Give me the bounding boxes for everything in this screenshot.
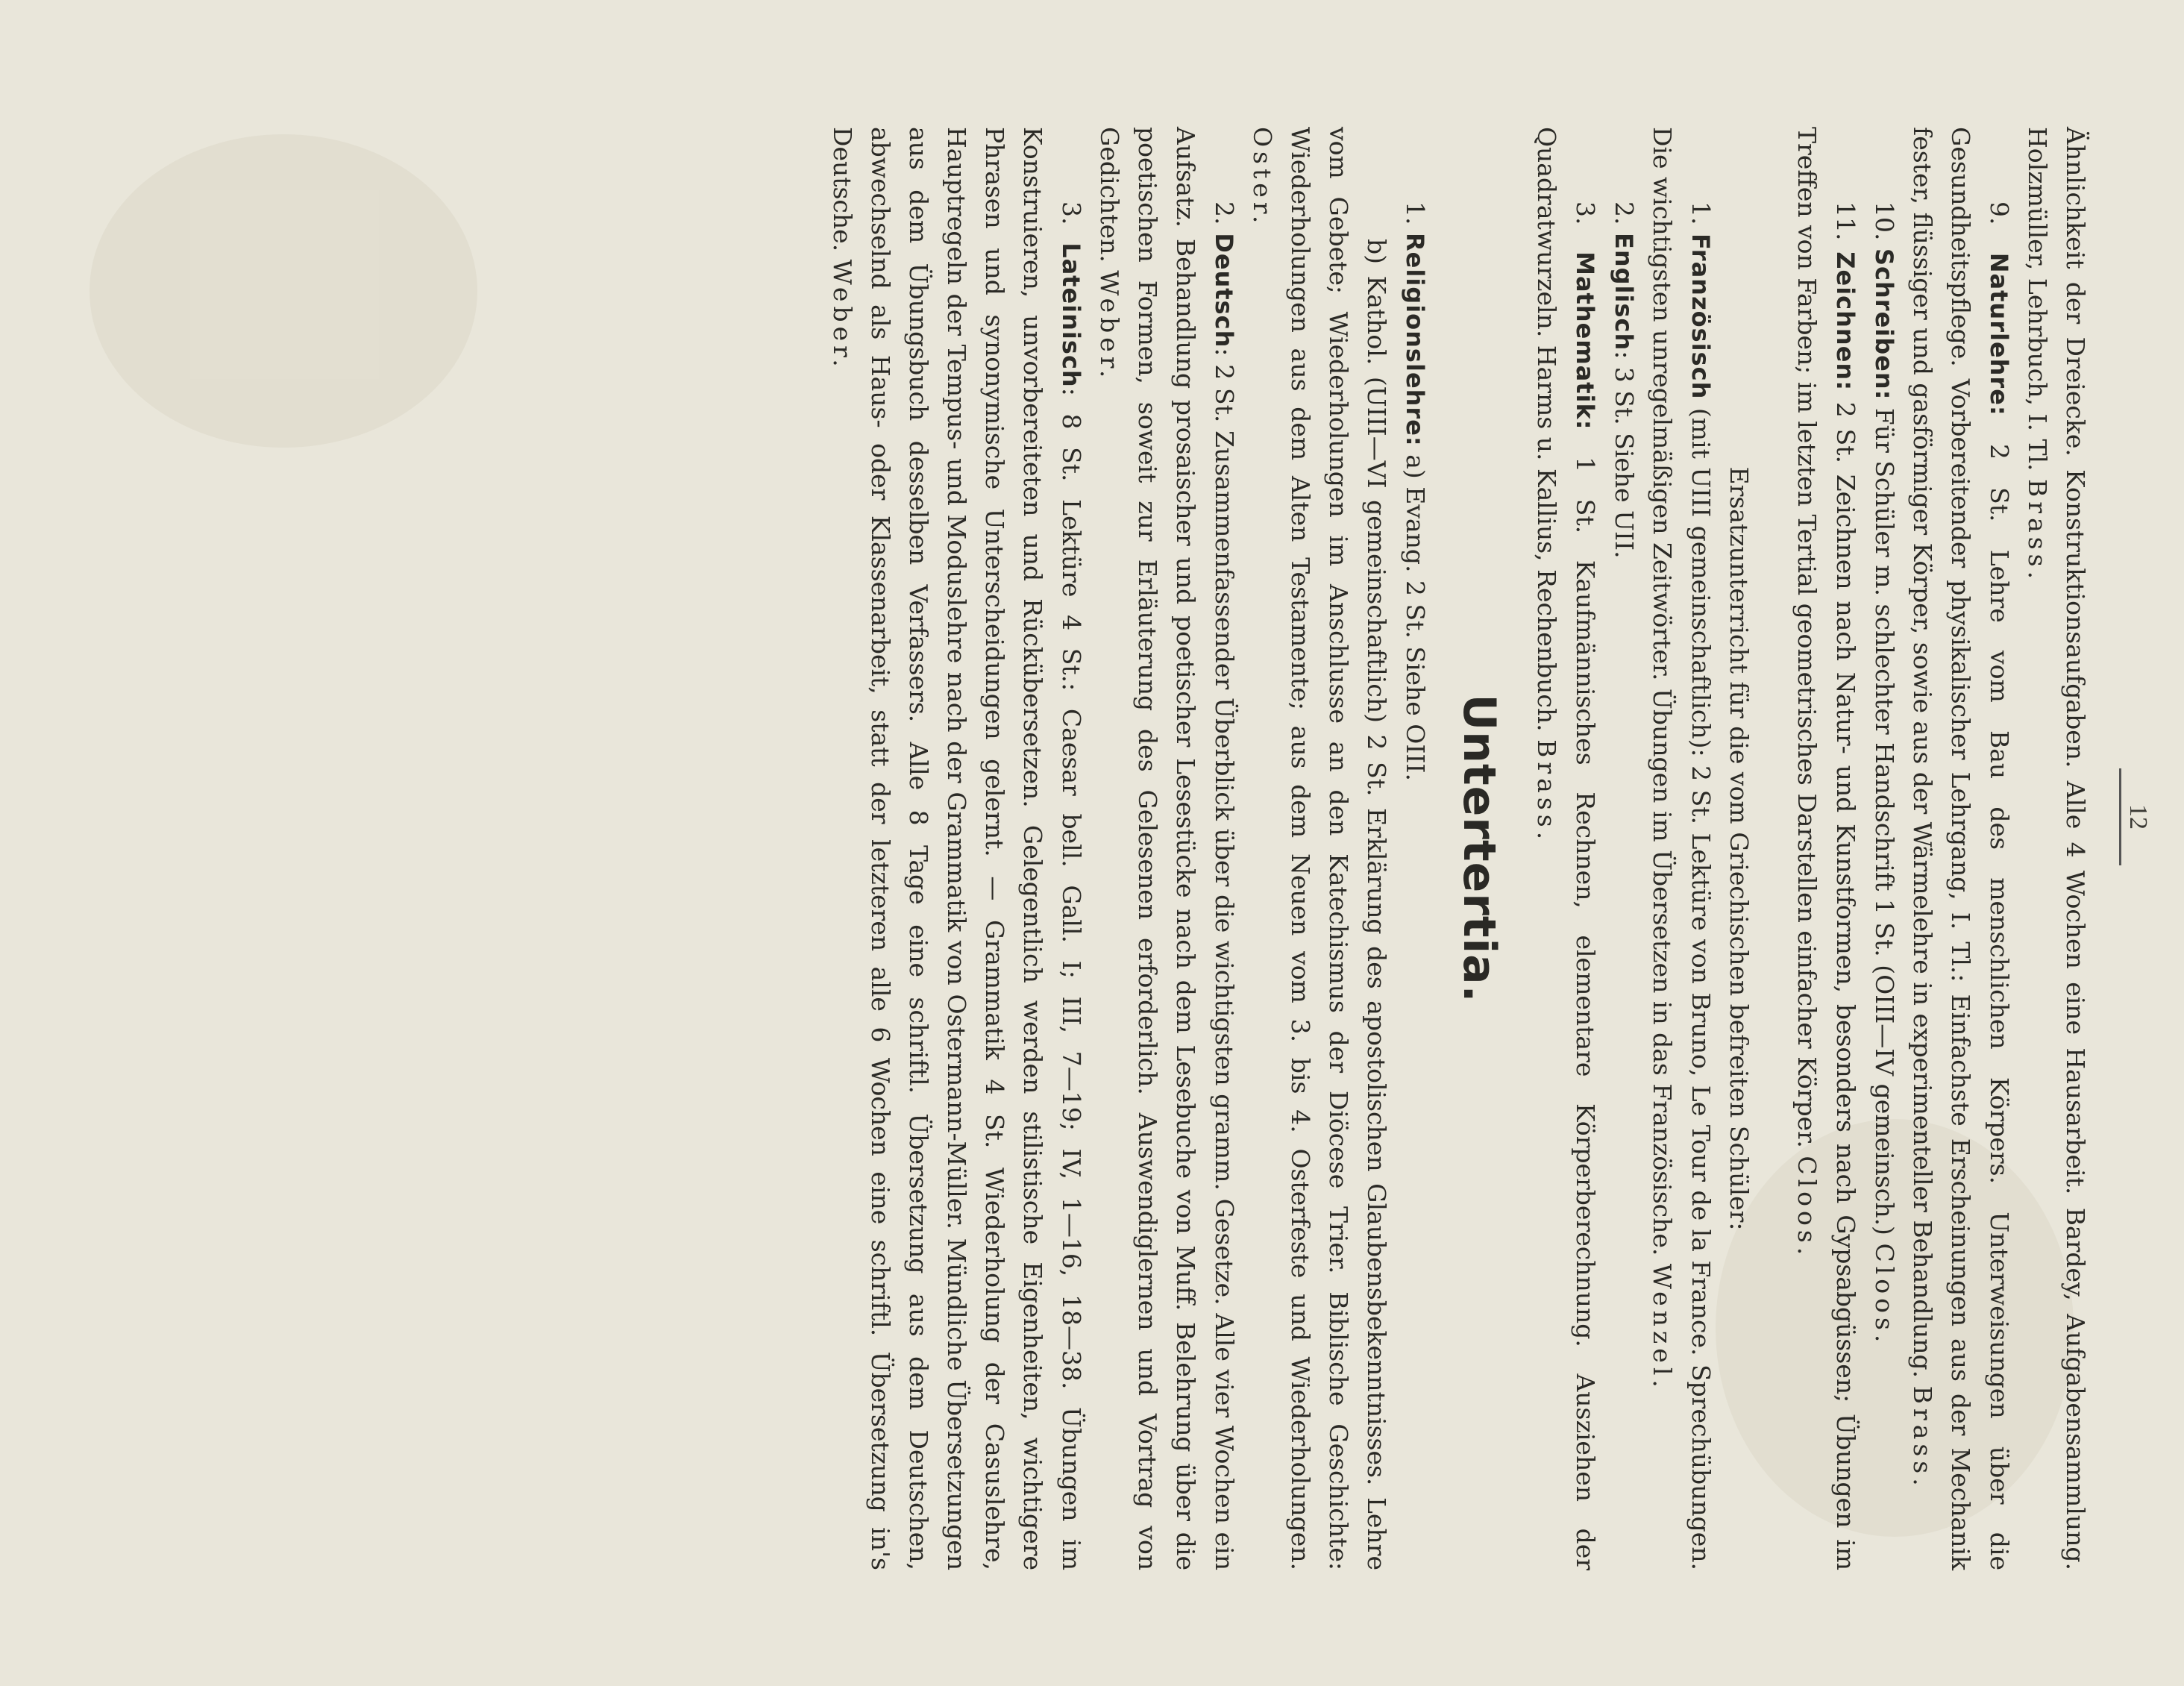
item-heading: Zeichnen:	[1831, 251, 1860, 391]
item-heading: Mathematik:	[1571, 251, 1599, 430]
intro-teacher: Brass.	[2023, 479, 2052, 584]
intro-paragraph	[2018, 127, 2094, 1570]
teacher-name: Weber.	[1095, 270, 1124, 383]
item-heading: Lateinisch	[1057, 242, 1085, 388]
item-text: 2 St. Zeichnen nach Natur- und Kunstformen, besonders nach Gypsabgüssen; Übungen im Treffen von Farben; im letzten Tertial geometrisches Darstellen einfacher Körper.	[1792, 127, 1860, 1571]
item-text: 1 St. Kaufmännisches Rechnen, elementare Körperberechnung. Ausziehen der Quadratwurzeln. Harms u. Kallius, Rechenbuch.	[1532, 127, 1600, 1570]
naturlehre-paragraph	[1904, 127, 2018, 1570]
deutsch-paragraph	[1091, 127, 1243, 1570]
page-number: 12	[2119, 768, 2154, 865]
item-number: 1.	[1401, 201, 1430, 225]
schreiben-paragraph	[1865, 127, 1904, 1570]
englisch-paragraph	[1604, 127, 1643, 1570]
item-number: 10.	[1870, 201, 1899, 241]
item-number: 2.	[1210, 201, 1239, 225]
zeichnen-paragraph	[1788, 127, 1865, 1570]
teacher-name: Oster.	[1248, 127, 1277, 228]
item-heading: Schreiben:	[1870, 248, 1898, 401]
section-title: Untertertia.	[1453, 694, 1505, 1003]
item-text: : 3 St. Siehe UII.	[1610, 351, 1639, 559]
item-heading: Deutsch	[1210, 233, 1238, 348]
item-number: 2.	[1610, 201, 1639, 225]
item-text: : 8 St. Lektüre 4 St.: Caesar bell. Gall. I; III, 7—19; IV, 1—16, 18—38. Übungen im Konstruieren, unvorbereiteten und Rückübersetzen. Gelegentlich werden stilistische Eigenheiten, wichtigere Phrasen und synonymische Unterscheidungen gelernt. — Grammatik 4 St. Wiederholung der Casuslehre, Hauptregeln der Tempus- und Moduslehre nach der Grammatik von Ostermann-Müller. Mündliche Übersetzungen aus dem Übungsbuch desselben Verfassers. Alle 8 Tage eine schriftl. Übersetzung aus dem Deutschen, abwechselnd als Haus- oder Klassenarbeit, statt der letzteren alle 6 Wochen eine schriftl. Übersetzung in's Deutsche.	[828, 127, 1086, 1570]
item-number: 9.	[1985, 201, 2014, 225]
teacher-name: Wenzel.	[1648, 1263, 1677, 1392]
item-number: 3.	[1571, 201, 1600, 225]
mathematik-paragraph	[1528, 127, 1604, 1570]
teacher-name: Brass.	[1532, 739, 1561, 844]
item-text: (mit UIII gemeinschaftlich): 2 St. Lektüre von Bruno, Le Tour de la France. Sprechübungen. Die wichtigsten unregelmäßigen Zeitwörter. Übungen im Übersetzen in das Französische.	[1648, 127, 1716, 1570]
franzoesisch-paragraph	[1643, 127, 1720, 1570]
item-heading: Französisch	[1686, 233, 1715, 400]
teacher-name: Cloos.	[1870, 1243, 1899, 1347]
item-text: 2 St. Lehre vom Bau des menschlichen Körpers. Unterweisungen über die Gesundheitspflege. Vorbereitender physikalischer Lehrgang, I. Tl.: Einfachste Erscheinungen aus der Mechanik fester, flüssiger und gasförmiger Körper, sowie aus der Wärmelehre in experimenteller Behandlung.	[1908, 127, 2014, 1570]
teacher-name: Brass.	[1908, 1385, 1937, 1491]
item-text: a) Evang. 2 St. Siehe OIII.	[1401, 454, 1430, 781]
item-heading: Naturlehre:	[1985, 252, 2013, 416]
teacher-name: Weber.	[828, 259, 857, 372]
item-heading: Religionslehre:	[1401, 233, 1429, 447]
teacher-name: Cloos.	[1792, 1156, 1821, 1260]
lateinisch-paragraph	[823, 127, 1091, 1570]
item-number: 1.	[1686, 201, 1716, 225]
item-text: : 2 St. Zusammenfassender Überblick über die wichtigsten gramm. Gesetze. Alle vier Wochen ein Aufsatz. Behandlung prosaischer und poetischer Lesestücke nach dem Lesebuche von Muff. Belehrung über die poetischen Formen, soweit zur Erläuterung des Gelesenen erforderlich. Auswendiglernen und Vortrag von Gedichten.	[1095, 127, 1239, 1570]
item-text: b) Kathol. (UIII—VI gemeinschaftlich) 2 St. Erklärung des apostolischen Glaubensbekenntnisses. Lehre vom Gebete; Wiederholungen im Anschlusse an den Katechismus der Diöcese Trier. Biblische Geschichte: Wiederholungen aus dem Alten Testamente; aus dem Neuen vom 3. bis 4. Osterfeste und Wiederholungen.	[1286, 127, 1391, 1570]
item-number: 11.	[1831, 201, 1860, 241]
item-heading: Englisch	[1610, 233, 1638, 351]
religion-paragraph	[1396, 127, 1434, 1570]
intro-text: Ähnlichkeit der Dreiecke. Konstruktionsaufgaben. Alle 4 Wochen eine Hausarbeit. Bardey, Aufgabensammlung. Holzmüller, Lehrbuch, I. Tl.	[2023, 127, 2090, 1570]
item-number: 3.	[1057, 201, 1086, 225]
item-text: Für Schüler m. schlechter Handschrift 1 St. (OIII—IV gemeinsch.)	[1870, 407, 1899, 1235]
page-body	[823, 127, 2094, 1570]
religion-kathol-paragraph	[1243, 127, 1396, 1570]
ersatz-heading: Ersatzunterricht für die vom Griechischen befreiten Schüler:	[1725, 466, 1754, 1231]
